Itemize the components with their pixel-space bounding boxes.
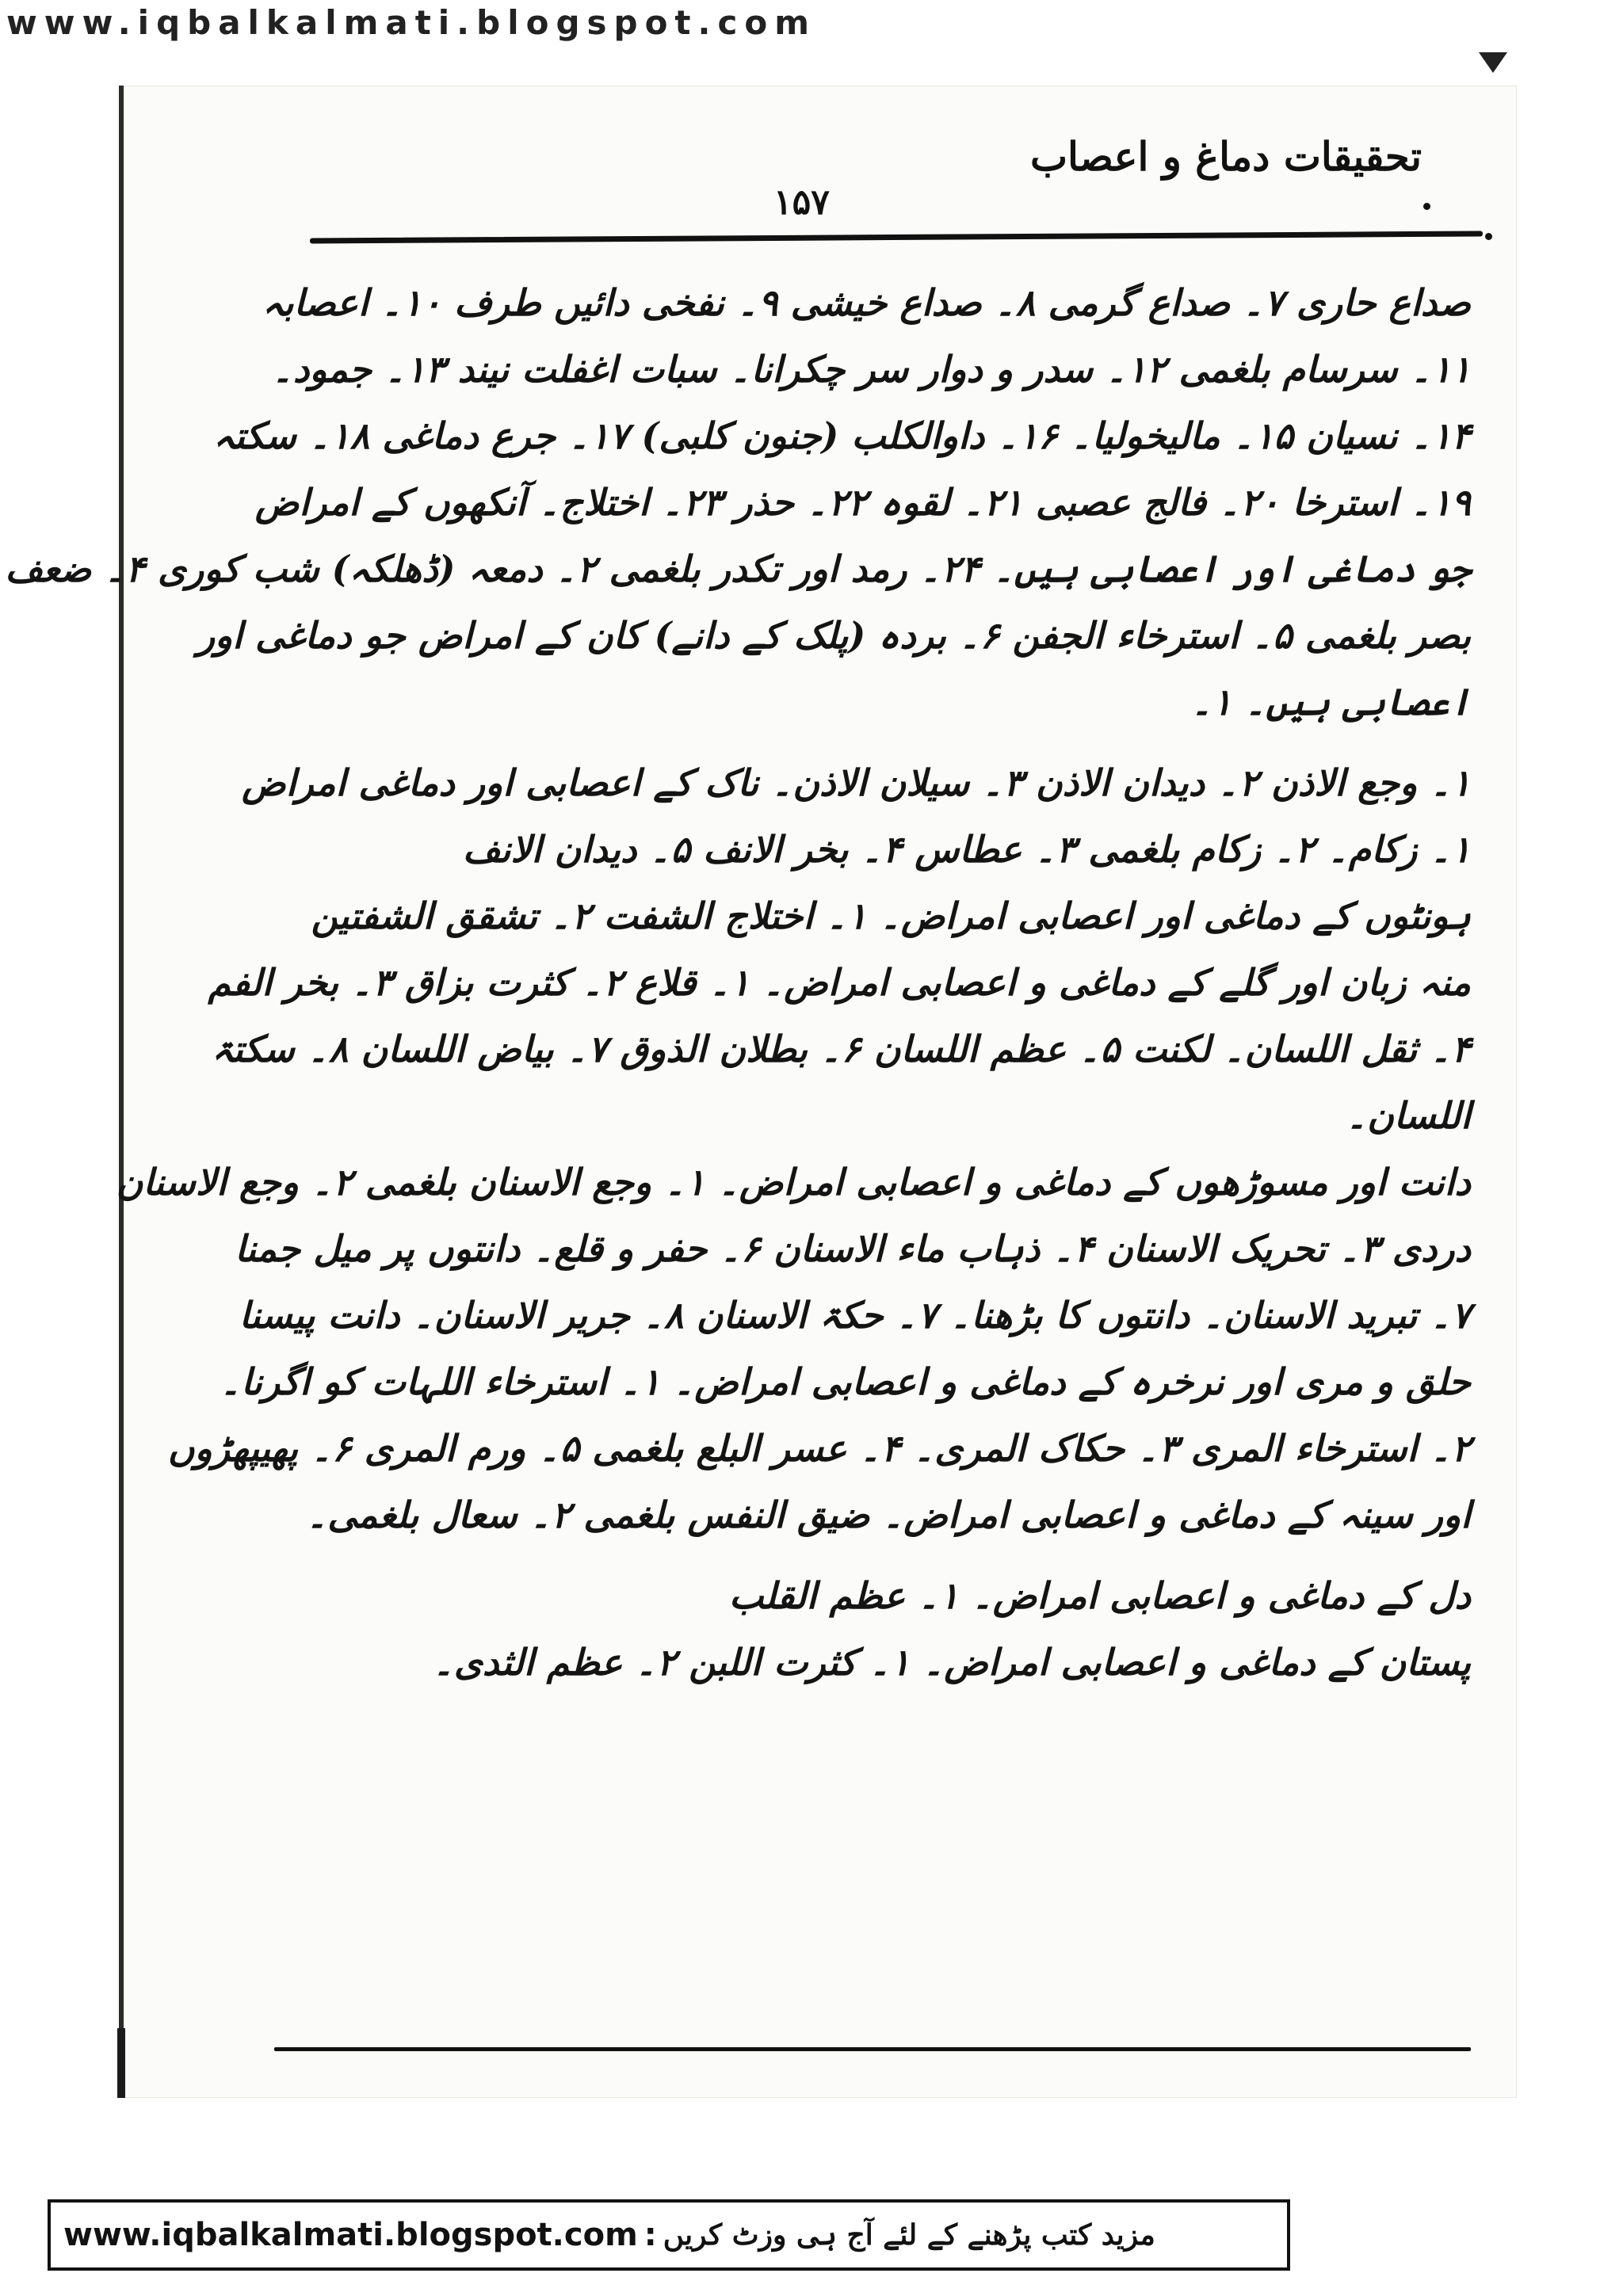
text-line: پستان کے دماغی و اعصابی امراض۔ ۱۔ کثرت اللبن ۲۔ عظم الثدی۔ <box>432 1641 1471 1684</box>
text-line: ۱۱۔ سرسام بلغمی ۱۲۔ سدر و دوار سر چکرانا۔ سبات اغفلت نیند ۱۳۔ جمود۔ <box>271 348 1471 391</box>
text-line: منہ زبان اور گلے کے دماغی و اعصابی امراض۔ ۱۔ قلاع ۲۔ کثرت بزاق ۳۔ بخر الفم <box>208 961 1471 1004</box>
text-line: ۴۔ ثقل اللسان۔ لکنت ۵۔ عظم اللسان ۶۔ بطلان الذوق ۷۔ بیاض اللسان ۸۔ سکتۃ <box>212 1028 1471 1070</box>
text-line: جو دماغی اور اعصابی ہیں۔ ۲۴۔ رمد اور تکدر بلغمی ۲۔ دمعہ (ڈھلکہ) شب کوری ۴۔ ضعف <box>5 547 1471 590</box>
footer-url-link[interactable]: www.iqbalkalmati.blogspot.com <box>63 2217 638 2253</box>
footer-rule <box>274 2047 1471 2051</box>
text-line: بصر بلغمی ۵۔ استرخاء الجفن ۶۔ بردہ (پلک کے دانے) کان کے امراض جو دماغی اور <box>197 614 1471 657</box>
scanned-page <box>5 86 1517 2098</box>
text-line: ۱۹۔ استرخا ۲۰۔ فالج عصبی ۲۱۔ لقوہ ۲۲۔ حذر ۲۳۔ اختلاج۔ آنکھوں کے امراض <box>254 481 1471 524</box>
text-line: ۷۔ تبرید الاسنان۔ دانتوں کا بڑھنا۔ ۷۔ حکۃ الاسنان ۸۔ جریر الاسنان۔ دانت پیسنا <box>239 1294 1471 1337</box>
text-line: دانت اور مسوڑھوں کے دماغی و اعصابی امراض۔ ۱۔ وجع الاسنان بلغمی ۲۔ وجع الاسنان <box>116 1161 1471 1203</box>
speck <box>1423 203 1430 210</box>
text-line: دل کے دماغی و اعصابی امراض۔ ۱۔ عظم القلب <box>729 1574 1471 1617</box>
footer-separator: : <box>643 2217 657 2253</box>
text-line: ۱۔ وجع الاذن ۲۔ دیدان الاذن ۳۔ سیلان الاذن۔ ناک کے اعصابی اور دماغی امراض <box>242 761 1471 804</box>
text-line: ۱۴۔ نسیان ۱۵۔ مالیخولیا۔ ۱۶۔ داوالکلب (جنون کلبی) ۱۷۔ جرع دماغی ۱۸۔ سکتہ <box>213 414 1471 457</box>
footer-banner[interactable] <box>48 2199 1290 2271</box>
corner-mark <box>1479 52 1507 73</box>
top-url: www.iqbalkalmati.blogspot.com <box>6 3 816 42</box>
footer-urdu-text: مزید کتب پڑھنے کے لئے آج ہی وزٹ کریں <box>663 2218 1155 2252</box>
text-line: ہونٹوں کے دماغی اور اعصابی امراض۔ ۱۔ اختلاج الشفت ۲۔ تشقق الشفتین <box>311 894 1471 937</box>
text-line: صداع حاری ۷۔ صداع گرمی ۸۔ صداع خیشی ۹۔ نفخی دائیں طرف ۱۰۔ اعصابہ <box>262 281 1471 324</box>
text-line: اعصابی ہیں۔ ۱۔ <box>1190 681 1471 723</box>
text-line: ۲۔ استرخاء المری ۳۔ حکاک المری۔ ۴۔ عسر البلع بلغمی ۵۔ ورم المری ۶۔ پھیپھڑوں <box>167 1427 1471 1470</box>
header-title: تحقیقات دماغ و اعصاب <box>1029 133 1422 180</box>
text-line: دردی ۳۔ تحریک الاسنان ۴۔ ذہاب ماء الاسنان ۶۔ حفر و قلع۔ دانتوں پر میل جمنا <box>235 1227 1471 1270</box>
text-line: اور سینہ کے دماغی و اعصابی امراض۔ ضیق النفس بلغمی ۲۔ سعال بلغمی۔ <box>306 1493 1471 1536</box>
speck <box>1485 233 1492 240</box>
scan-edge-shadow <box>117 2028 125 2098</box>
header-rule <box>310 231 1483 243</box>
text-line: ۱۔ زکام۔ ۲۔ زکام بلغمی ۳۔ عطاس ۴۔ بخر الانف ۵۔ دیدان الانف <box>463 828 1471 871</box>
page-number: ۱۵۷ <box>773 182 830 223</box>
text-line: اللسان۔ <box>1346 1094 1471 1137</box>
text-line: حلق و مری اور نرخرہ کے دماغی و اعصابی امراض۔ ۱۔ استرخاء اللہات کو اگرنا۔ <box>220 1360 1471 1403</box>
body-text <box>5 269 1471 1695</box>
